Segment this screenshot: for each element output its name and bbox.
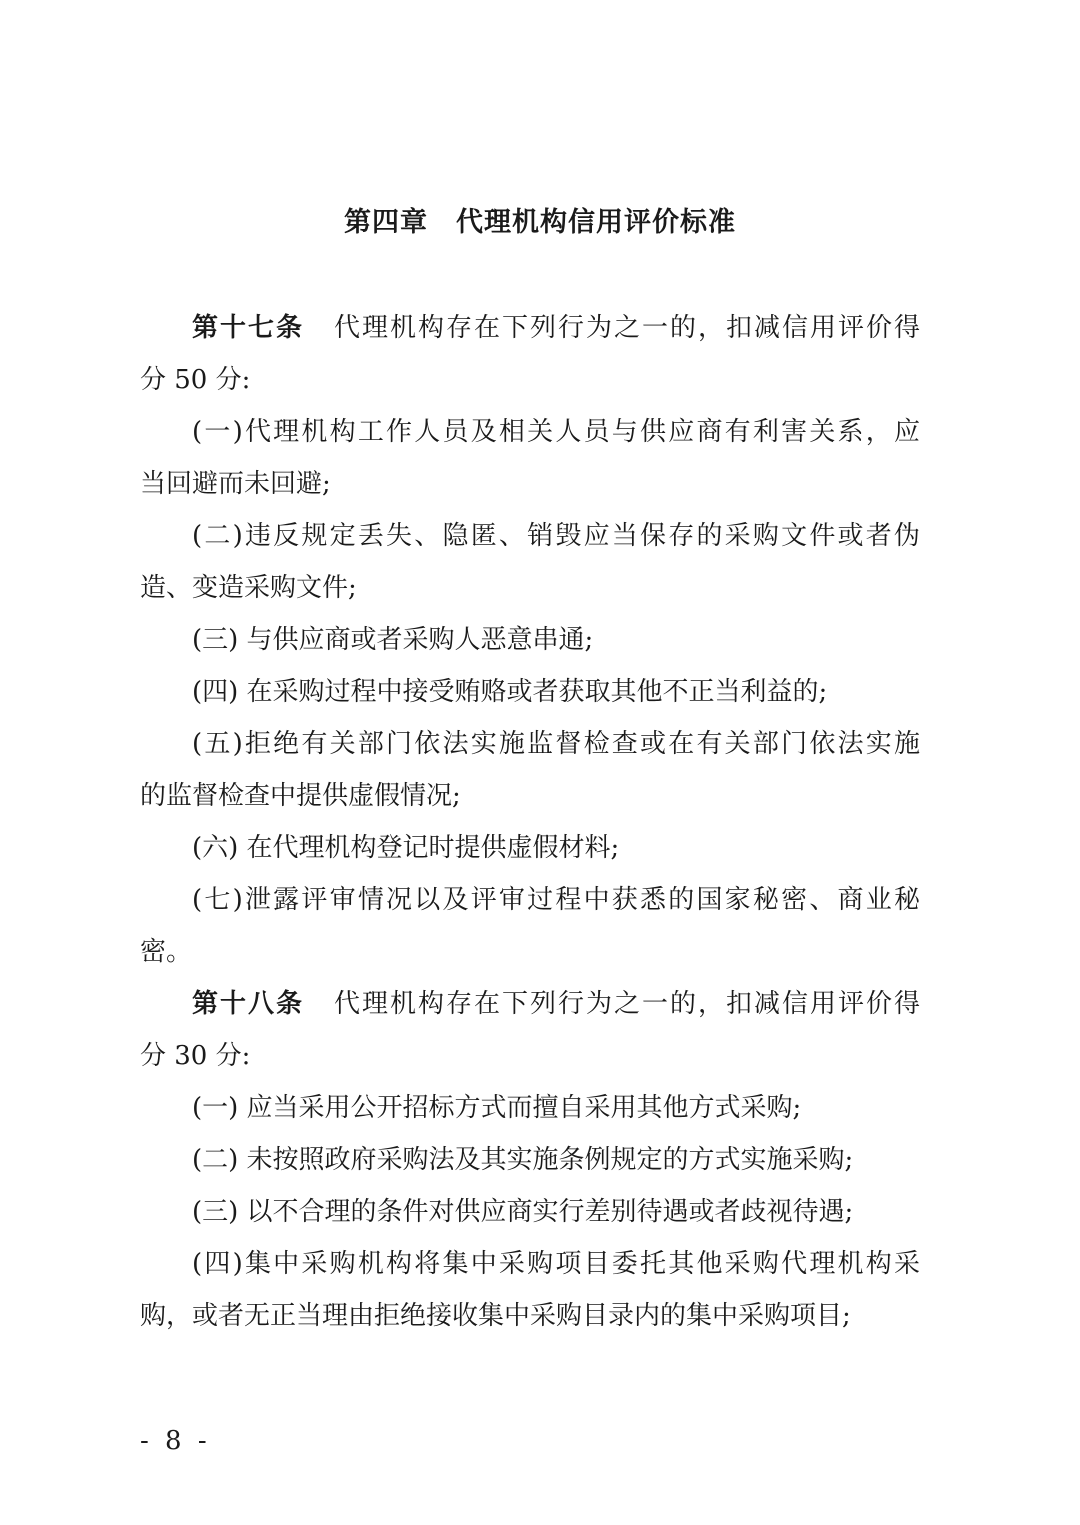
article-17-text: 代理机构存在下列行为之一的，扣减信用评价得 (334, 313, 920, 343)
article-17-item-2-line-1: (二)违反规定丢失、隐匿、销毁应当保存的采购文件或者伪 (192, 521, 920, 551)
article-17-item-7-line-2: 密。 (140, 937, 193, 967)
article-17-item-5-line-2: 的监督检查中提供虚假情况; (140, 781, 461, 811)
article-17-first-line (192, 302, 920, 354)
article-17-item-6: (六) 在代理机构登记时提供虚假材料; (192, 833, 620, 863)
page-number: - 8 - (140, 1426, 211, 1456)
article-17-item-3: (三) 与供应商或者采购人恶意串通; (192, 625, 594, 655)
article-18-item-4-line-1: (四)集中采购机构将集中采购项目委托其他采购代理机构采 (192, 1249, 920, 1279)
article-18-item-2: (二) 未按照政府采购法及其实施条例规定的方式实施采购; (192, 1145, 854, 1175)
article-17-item-1-line-1: (一)代理机构工作人员及相关人员与供应商有利害关系，应 (192, 417, 920, 447)
article-17-second-line: 分 50 分: (140, 365, 251, 395)
article-18-second-line: 分 30 分: (140, 1041, 251, 1071)
article-18-item-1: (一) 应当采用公开招标方式而擅自采用其他方式采购; (192, 1093, 802, 1123)
article-17-item-2-line-2: 造、变造采购文件; (140, 573, 357, 603)
article-18-first-line (192, 978, 920, 1030)
article-18-text: 代理机构存在下列行为之一的，扣减信用评价得 (334, 989, 920, 1019)
article-17-item-5-line-1: (五)拒绝有关部门依法实施监督检查或在有关部门依法实施 (192, 729, 920, 759)
chapter-title: 第四章 代理机构信用评价标准 (344, 207, 736, 238)
article-18-item-4-line-2: 购，或者无正当理由拒绝接收集中采购目录内的集中采购项目; (140, 1301, 851, 1331)
article-17-heading: 第十七条 (192, 313, 304, 343)
article-18-item-3: (三) 以不合理的条件对供应商实行差别待遇或者歧视待遇; (192, 1197, 854, 1227)
article-18-heading: 第十八条 (192, 989, 304, 1019)
article-17-item-7-line-1: (七)泄露评审情况以及评审过程中获悉的国家秘密、商业秘 (192, 885, 920, 915)
article-17-item-1-line-2: 当回避而未回避; (140, 469, 331, 499)
article-17-item-4: (四) 在采购过程中接受贿赂或者获取其他不正当利益的; (192, 677, 828, 707)
